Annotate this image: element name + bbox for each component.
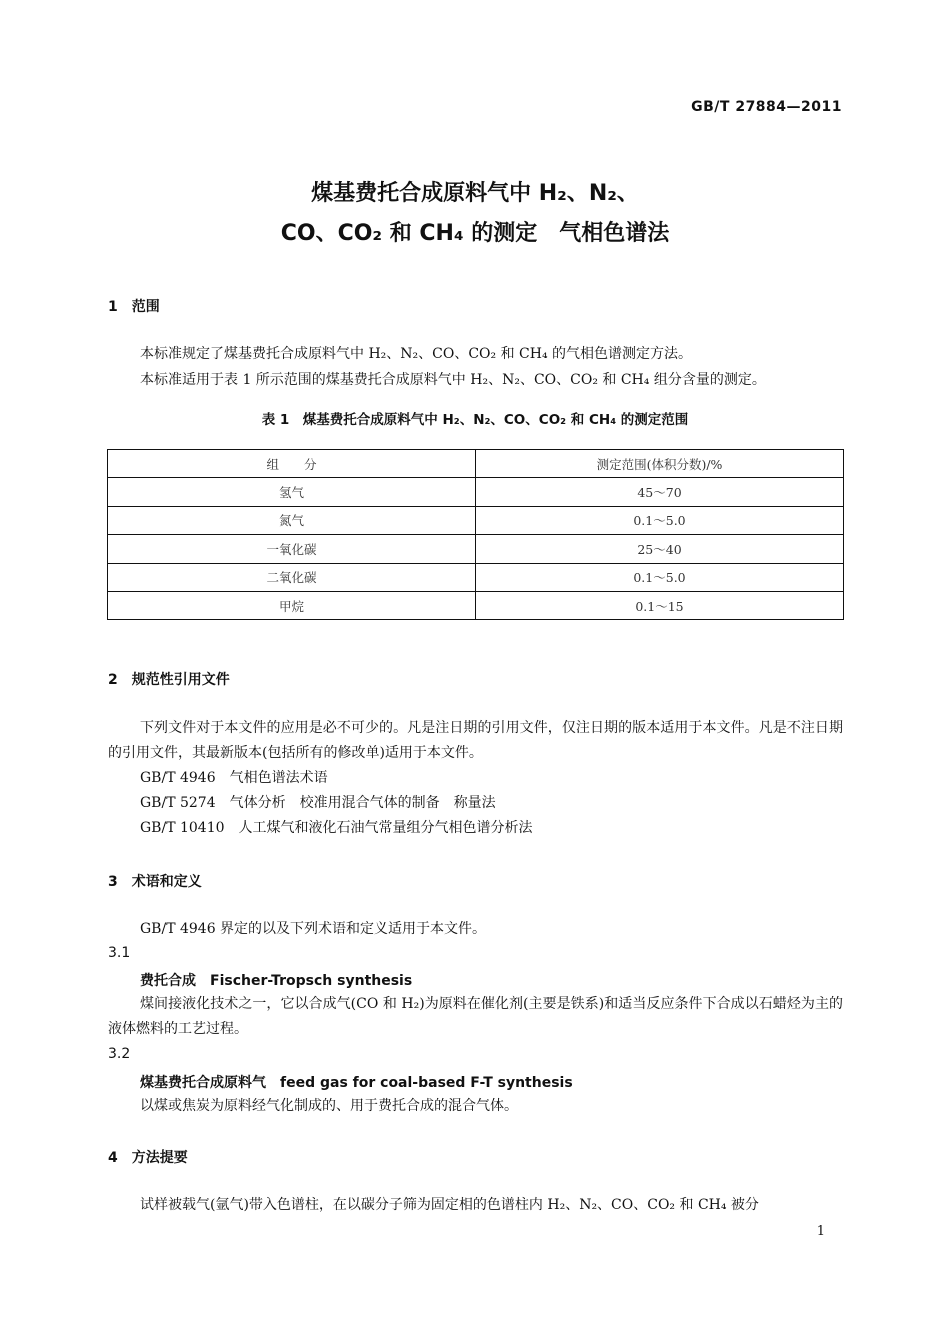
table-cell-range: 25～40 [476,535,844,563]
reference-item: GB/T 5274 气体分析 校准用混合气体的制备 称量法 [140,795,496,811]
standard-code: GB/T 27884—2011 [691,99,842,115]
table-row [108,535,844,563]
section-4-paragraph: 试样被载气(氩气)带入色谱柱，在以碳分子筛为固定相的色谱柱内 H₂、N₂、CO、CO₂ 和 CH₄ 被分 [140,1197,759,1213]
table-cell-component: 氢气 [108,478,476,506]
term-3-2-title: 煤基费托合成原料气 feed gas for coal-based F-T synthesis [140,1075,573,1091]
table-header-component: 组 分 [108,450,476,478]
section-3-intro: GB/T 4946 界定的以及下列术语和定义适用于本文件。 [140,921,487,937]
page-number: 1 [816,1224,825,1239]
table-cell-range: 0.1～5.0 [476,506,844,534]
reference-item: GB/T 10410 人工煤气和液化石油气常量组分气相色谱分析法 [140,820,533,836]
term-3-2-number: 3.2 [108,1046,131,1062]
table-cell-component: 二氧化碳 [108,563,476,591]
table-cell-component: 氮气 [108,506,476,534]
reference-item: GB/T 4946 气相色谱法术语 [140,770,328,786]
table-row [108,563,844,591]
table-row [108,478,844,506]
term-3-1-title: 费托合成 Fischer-Tropsch synthesis [140,973,413,989]
term-3-1-definition: 煤间接液化技术之一，它以合成气(CO 和 H₂)为原料在催化剂(主要是铁系)和适当反应条件下合成以石蜡烃为主的液体燃料的工艺过程。 [108,996,843,1037]
term-3-1-number: 3.1 [108,945,131,961]
table-cell-range: 45～70 [476,478,844,506]
section-2-heading: 2 规范性引用文件 [108,672,230,688]
range-table [107,449,844,620]
table-row [108,506,844,534]
table-cell-range: 0.1～15 [476,591,844,619]
table-1-caption: 表 1 煤基费托合成原料气中 H₂、N₂、CO、CO₂ 和 CH₄ 的测定范围 [261,412,689,428]
section-1-heading: 1 范围 [108,299,160,315]
table-cell-component: 甲烷 [108,591,476,619]
table-row [108,591,844,619]
table-cell-component: 一氧化碳 [108,535,476,563]
section-1-paragraph-1: 本标准规定了煤基费托合成原料气中 H₂、N₂、CO、CO₂ 和 CH₄ 的气相色谱测定方法。 [140,346,693,362]
title-line-1: 煤基费托合成原料气中 H₂、N₂、 [311,181,639,206]
section-1-paragraph-2: 本标准适用于表 1 所示范围的煤基费托合成原料气中 H₂、N₂、CO、CO₂ 和 CH₄ 组分含量的测定。 [140,372,766,388]
title-line-2: CO、CO₂ 和 CH₄ 的测定 气相色谱法 [280,221,670,246]
document-title [0,174,950,254]
section-4-heading: 4 方法提要 [108,1150,188,1166]
table-header-range: 测定范围(体积分数)/% [476,450,844,478]
section-2-paragraph: 下列文件对于本文件的应用是必不可少的。凡是注日期的引用文件，仅注日期的版本适用于本文件。凡是不注日期的引用文件，其最新版本(包括所有的修改单)适用于本文件。 [108,720,843,761]
table-cell-range: 0.1～5.0 [476,563,844,591]
table-header-row [108,450,844,478]
term-3-2-definition: 以煤或焦炭为原料经气化制成的、用于费托合成的混合气体。 [140,1098,518,1114]
section-3-heading: 3 术语和定义 [108,874,202,890]
